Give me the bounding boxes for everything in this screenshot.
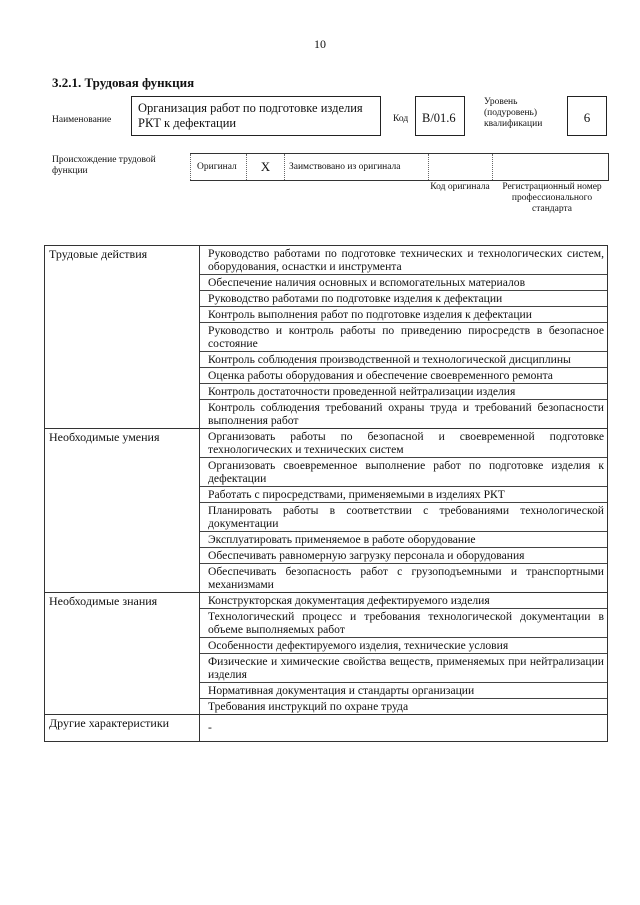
list-item: Контроль выполнения работ по подготовке изделия к дефектации [200, 307, 607, 323]
original-mark: X [246, 154, 284, 180]
list-item: Контроль соблюдения требований охраны труда и требований безопасности выполнения работ [208, 401, 604, 427]
list-item: Контроль соблюдения производственной и технологической дисциплины [200, 352, 607, 368]
list-item: Конструкторская документация дефектируемого изделия [200, 593, 607, 609]
origin-label: Происхождение трудовой функции [52, 155, 156, 176]
section-title: Другие характеристики [45, 715, 200, 742]
list-item: Организовать своевременное выполнение работ по подготовке изделия к дефектации [200, 458, 607, 487]
level-label: Уровень (подуровень) квалификации [484, 97, 543, 129]
section-title: Необходимые умения [45, 429, 200, 593]
section-items [200, 246, 608, 429]
section-title: Необходимые знания [45, 593, 200, 715]
section-title: 3.2.1. Трудовая функция [52, 75, 195, 90]
section-row [45, 246, 608, 429]
list-item: Руководство и контроль работы по приведению пиросредств в безопасное состояние [200, 323, 607, 352]
page-number: 10 [314, 37, 326, 51]
origin-row [190, 153, 609, 181]
list-item: Работать с пиросредствами, применяемыми в изделиях РКТ [200, 487, 607, 503]
original-code-cell [428, 154, 493, 180]
section-row [45, 593, 608, 715]
section-items [200, 715, 608, 742]
borrowed-label: Заимствовано из оригинала [284, 154, 428, 180]
list-item: Физические и химические свойства веществ, применяемых при нейтрализации изделия [200, 654, 607, 683]
section-title: Трудовые действия [45, 246, 200, 429]
function-code: B/01.6 [415, 96, 465, 136]
list-item: Руководство работами по подготовке технических и технологических систем, оборудования, оснастки и инструмента [200, 246, 607, 275]
list-item: Обеспечивать безопасность работ с грузоподъемными и транспортными механизмами [208, 565, 604, 591]
function-table [44, 245, 608, 742]
code-label: Код [393, 114, 409, 124]
section-row [45, 429, 608, 593]
list-item: Нормативная документация и стандарты организации [200, 683, 607, 699]
name-label: Наименование [52, 115, 112, 125]
section-items [200, 593, 608, 715]
original-label: Оригинал [190, 154, 246, 180]
section-items [200, 429, 608, 593]
list-item: Эксплуатировать применяемое в работе оборудование [200, 532, 607, 548]
list-item: Планировать работы в соответствии с требованиями технологической документации [200, 503, 607, 532]
list-item: Требования инструкций по охране труда [208, 700, 409, 713]
reg-number-cell [492, 154, 609, 180]
section-row [45, 715, 608, 742]
list-item: - [208, 721, 212, 734]
list-item: Руководство работами по подготовке изделия к дефектации [200, 291, 607, 307]
list-item: Особенности дефектируемого изделия, технические условия [200, 638, 607, 654]
list-item: Обеспечивать равномерную загрузку персонала и оборудования [200, 548, 607, 564]
level-value: 6 [567, 96, 607, 136]
list-item: Технологический процесс и требования технологической документации в объеме выполняемых работ [200, 609, 607, 638]
reg-caption: Регистрационный номер профессионального стандарта [502, 182, 602, 214]
list-item: Обеспечение наличия основных и вспомогательных материалов [200, 275, 607, 291]
list-item: Организовать работы по безопасной и своевременной подготовке технологических и технических систем [200, 429, 607, 458]
code-caption: Код оригинала [430, 182, 490, 192]
list-item: Оценка работы оборудования и обеспечение своевременного ремонта [200, 368, 607, 384]
function-name: Организация работ по подготовке изделия РКТ к дефектации [131, 96, 381, 136]
list-item: Контроль достаточности проведенной нейтрализации изделия [200, 384, 607, 400]
